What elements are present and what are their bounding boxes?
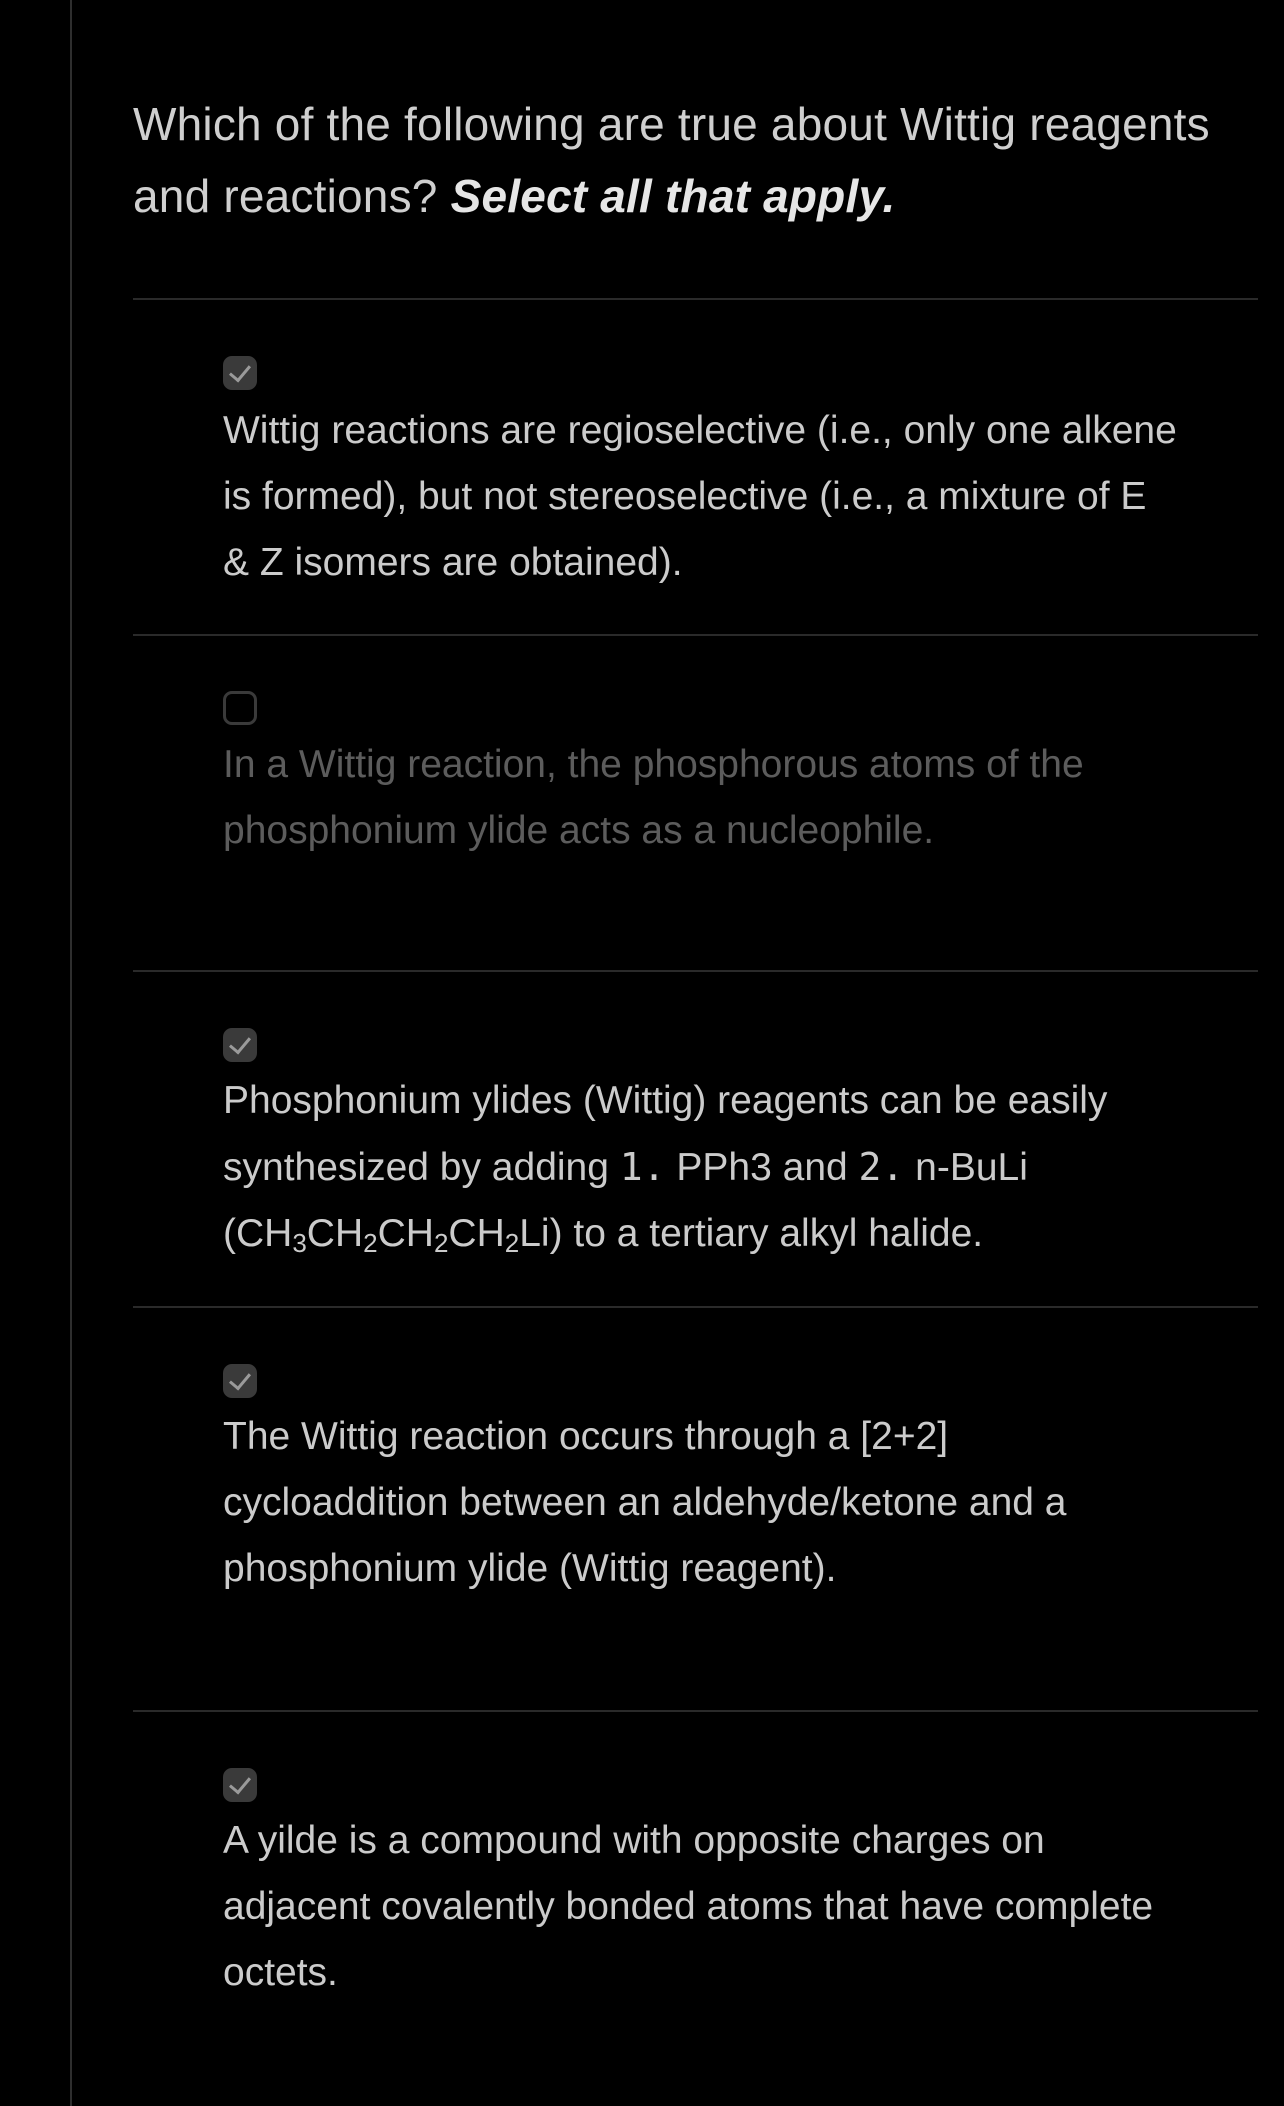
- option-text-part: PPh3 and: [676, 1146, 848, 1189]
- question-prompt: [133, 88, 1263, 232]
- step-number: 1.: [619, 1145, 666, 1189]
- option-text: Wittig reactions are regioselective (i.e., only one alkene is formed), but not stereoselective (i.e., a mixture of E & Z isomers are obtained).: [223, 409, 1177, 584]
- answer-option-1[interactable]: [133, 300, 1258, 634]
- question-instruction: Select all that apply.: [450, 170, 896, 222]
- option-text: In a Wittig reaction, the phosphorous atoms of the phosphonium ylide acts as a nucleophile.: [223, 743, 1084, 852]
- option-text-part: n-BuLi: [915, 1146, 1028, 1189]
- answer-option-5[interactable]: [133, 1712, 1258, 2106]
- answer-option-3[interactable]: [133, 972, 1258, 1306]
- checkbox-checked-icon[interactable]: [223, 1768, 257, 1802]
- answer-option-2[interactable]: [133, 636, 1258, 970]
- chemical-formula: $(CH_3CH_2CH_2CH_2Li)$: [223, 1212, 563, 1258]
- option-text: [223, 1068, 1183, 1267]
- checkbox-checked-icon[interactable]: [223, 1364, 257, 1398]
- option-text: A yilde is a compound with opposite charges on adjacent covalently bonded atoms that have complete octets.: [223, 1819, 1154, 1994]
- step-number: 2.: [858, 1145, 905, 1189]
- option-text-part: to a tertiary alkyl halide.: [573, 1212, 984, 1255]
- checkbox-unchecked-icon[interactable]: [223, 691, 257, 725]
- answer-option-4[interactable]: [133, 1308, 1258, 1710]
- option-text-part: Phosphonium ylides (Wittig) reagents can be easily synthesized by adding: [223, 1079, 1108, 1189]
- question-text: Which of the following are true about Wittig reagents and reactions?: [133, 98, 1210, 222]
- checkbox-checked-icon[interactable]: [223, 1028, 257, 1062]
- checkbox-checked-icon[interactable]: [223, 356, 257, 390]
- left-rail: [70, 0, 72, 2106]
- option-text: The Wittig reaction occurs through a [2+2] cycloaddition between an aldehyde/ketone and a phosphonium ylide (Wittig reagent).: [223, 1415, 1067, 1590]
